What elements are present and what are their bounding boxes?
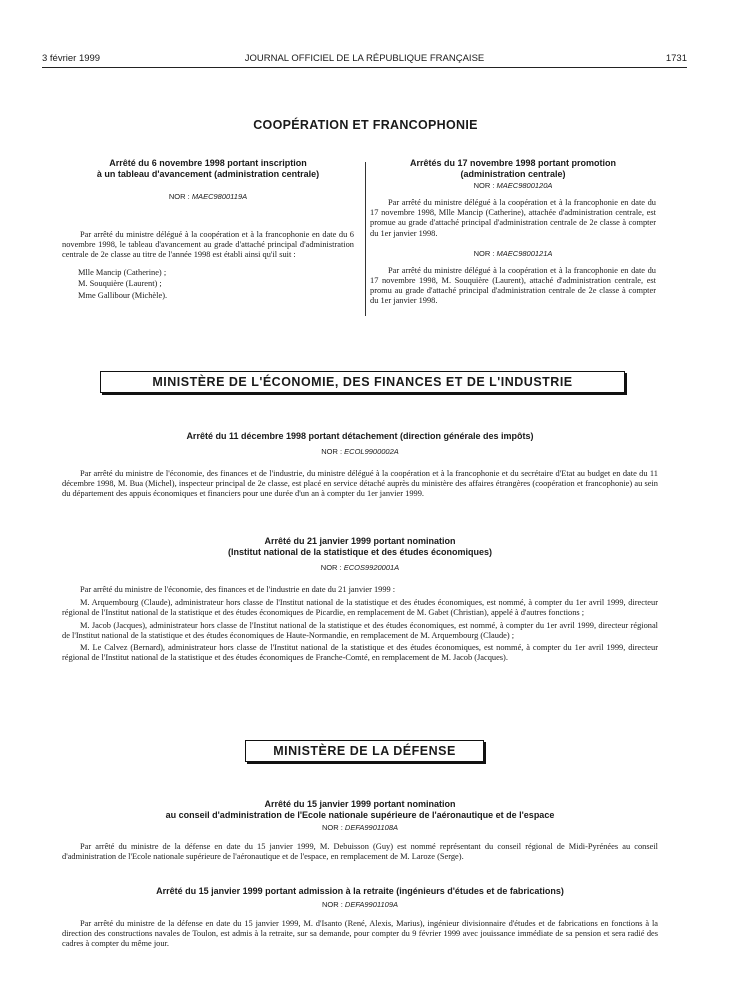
article-right-column: [370, 158, 656, 307]
article-nomination-insee: [62, 536, 658, 663]
nor-label: NOR :: [321, 823, 343, 832]
article-body: Par arrêté du ministre délégué à la coopération et à la francophonie en date du 17 novembre 1998, M. Souquière (Laurent), attaché d'administration centrale, est promu au grade d'attaché principal d'administration centrale de 2e classe à compter du 1er janvier 1998.: [370, 265, 656, 306]
article-nomination-ensae: [62, 799, 658, 862]
article-body: Par arrêté du ministre de la défense en date du 15 janvier 1999, M. Debuisson (Guy) est nommé représentant du conseil régional de Midi-Pyrénées au conseil d'administration de l'Ecole nationale supérieure de l'aéronautique et de l'espace, en remplacement de M. Laroze (Serge).: [62, 842, 658, 862]
page-number: 1731: [665, 53, 687, 64]
article-title: [62, 799, 658, 821]
article-detachement: [62, 431, 658, 500]
article-body: Par arrêté du ministre délégué à la coopération et à la francophonie en date du 6 novembre 1998, le tableau d'avancement au grade d'attaché principal d'administration centrale de 2e classe au titre de l'année 1998 est établi ainsi qu'il suit :: [62, 230, 354, 260]
name-item: Mme Gallibour (Michèle).: [78, 290, 168, 300]
nor-code: MAEC9800119A: [191, 192, 248, 201]
article-body: Par arrêté du ministre de l'économie, des finances et de l'industrie, du ministre délégué à la coopération et à la francophonie et du secrétaire d'Etat au budget en date du 11 décembre 1998, M. Bua (Michel), inspecteur principal de 2e classe, est placé en service détaché auprès du ministère des affaires étrangères (coopération et francophonie) au sein du département des appuis économiques et financiers pour une durée d'un an à compter du 1er janvier 1999.: [62, 469, 658, 499]
nor-code: ECOL9900002A: [344, 447, 399, 456]
nor-reference: [62, 192, 354, 202]
ministry-heading-defense: MINISTÈRE DE LA DÉFENSE: [245, 740, 484, 762]
article-title-line: (Institut national de la statistique et des études économiques): [227, 547, 493, 557]
nor-reference: [62, 900, 658, 910]
article-body: M. Le Calvez (Bernard), administrateur hors classe de l'Institut national de la statistique et des études économiques, est nommé, à compter du 1er avril 1999, directeur régional de l'Institut national de la statistique et des études économiques de Franche-Comté, en remplacement de M. Jacob (Jacques).: [62, 643, 658, 663]
article-title: Arrêté du 15 janvier 1999 portant admission à la retraite (ingénieurs d'études et de fabrications): [156, 886, 564, 896]
column-divider: [365, 162, 366, 316]
article-body: M. Arquembourg (Claude), administrateur hors classe de l'Institut national de la statistique et des études économiques, est nommé, à compter du 1er avril 1999, directeur régional de l'Institut national de la statistique et des études économiques de Picardie, en remplacement de M. Gabet (Christian), appelé à d'autres fonctions ;: [62, 598, 658, 618]
article-body: Par arrêté du ministre délégué à la coopération et à la francophonie en date du 17 novembre 1998, Mlle Mancip (Catherine), attachée d'administration centrale, est promue au grade d'attaché principal d'administration centrale de 2e classe à compter du 1er janvier 1998.: [370, 198, 656, 238]
article-title-line: Arrêté du 21 janvier 1999 portant nomination: [264, 536, 456, 546]
article-title-line: Arrêté du 15 janvier 1999 portant nomination: [264, 799, 456, 809]
issue-date: 3 février 1999: [42, 53, 101, 64]
nor-reference: [62, 447, 658, 457]
article-title: [62, 158, 354, 180]
nor-reference: [62, 823, 658, 833]
article-title: Arrêté du 11 décembre 1998 portant détachement (direction générale des impôts): [186, 431, 534, 441]
nor-label: NOR :: [321, 447, 343, 456]
nor-label: NOR :: [168, 192, 190, 201]
article-left-column: [62, 158, 354, 301]
nor-reference: [62, 563, 658, 573]
article-title-line: Arrêté du 6 novembre 1998 portant inscription: [109, 158, 307, 168]
journal-title: JOURNAL OFFICIEL DE LA RÉPUBLIQUE FRANÇAISE: [244, 53, 485, 64]
nor-reference: [370, 249, 656, 259]
ministry-heading-cooperation: COOPÉRATION ET FRANCOPHONIE: [253, 118, 478, 132]
nor-code: DEFA9901109A: [344, 900, 399, 909]
article-intro: Par arrêté du ministre de l'économie, des finances et de l'industrie en date du 21 janvier 1999 :: [80, 585, 396, 594]
article-title: [370, 158, 656, 180]
article-title-line: (administration centrale): [460, 169, 566, 179]
nor-reference: [370, 181, 656, 191]
nor-label: NOR :: [320, 563, 342, 572]
name-item: Mlle Mancip (Catherine) ;: [78, 267, 167, 277]
nor-label: NOR :: [473, 181, 495, 190]
article-title: [62, 536, 658, 558]
name-list: [62, 267, 354, 302]
nor-label: NOR :: [473, 248, 495, 258]
name-item: M. Souquière (Laurent) ;: [78, 279, 162, 289]
article-title-line: Arrêtés du 17 novembre 1998 portant promotion: [409, 158, 617, 168]
nor-code: MAEC9800120A: [496, 181, 553, 190]
ministry-heading-economie: MINISTÈRE DE L'ÉCONOMIE, DES FINANCES ET DE L'INDUSTRIE: [100, 371, 625, 393]
nor-code: DEFA9901108A: [344, 823, 399, 832]
running-header: [42, 53, 687, 68]
article-body: Par arrêté du ministre de la défense en date du 15 janvier 1999, M. d'Isanto (René, Alexis, Marius), ingénieur divisionnaire d'études et de fabrications en fonctions à la direction des constructions navales de Toulon, est admis à la retraite, sur sa demande, pour compter du 9 février 1999 avec jouissance immédiate de sa pension et sera radié des cadres à compter du même jour.: [62, 919, 658, 949]
nor-label: NOR :: [321, 900, 343, 909]
article-title-line: au conseil d'administration de l'Ecole nationale supérieure de l'aéronautique et de l'espace: [165, 810, 555, 820]
article-body: M. Jacob (Jacques), administrateur hors classe de l'Institut national de la statistique et des études économiques, est nommé, à compter du 1er avril 1999, directeur régional de l'Institut national de la statistique et des études économiques de Haute-Normandie, en remplacement de M. Arquembourg (Claude) ;: [62, 620, 658, 640]
nor-code: MAEC9800121A: [496, 248, 553, 258]
article-title-line: à un tableau d'avancement (administration centrale): [96, 169, 320, 179]
article-retraite: [62, 886, 658, 950]
nor-code: ECOS9920001A: [343, 563, 400, 572]
